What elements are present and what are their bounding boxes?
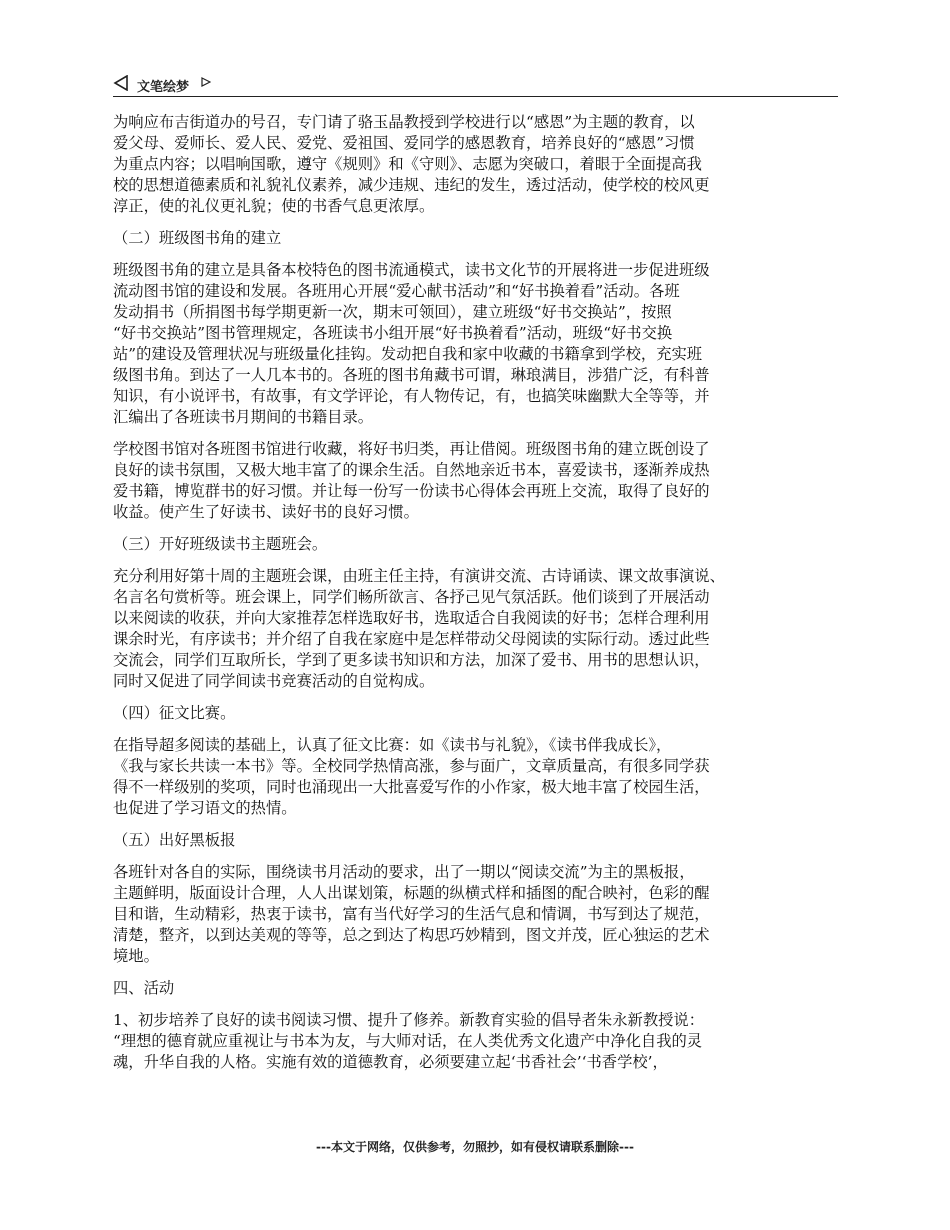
text-line: 也促进了学习语文的热情。 bbox=[113, 799, 297, 817]
text-line: （二）班级图书角的建立 bbox=[113, 229, 282, 247]
text-line: 校的思想道德素质和礼貌礼仪素养，减少违规、违纪的发生，透过活动，使学校的校风更 bbox=[113, 176, 710, 194]
triangle-right-icon bbox=[201, 77, 211, 87]
text-line: 境地。 bbox=[113, 947, 159, 965]
text-line: 淳正，使的礼仪更礼貌；使的书香气息更浓厚。 bbox=[113, 197, 435, 215]
paragraph bbox=[113, 830, 853, 851]
text-line: 爱书籍，博览群书的好习惯。并让每一份写一份读书心得体会再班上交流，取得了良好的 bbox=[113, 482, 710, 500]
paragraph bbox=[113, 566, 853, 692]
text-line: 魂，升华自我的人格。实施有效的道德教育，必须要建立起‘书香社会’‘书香学校’， bbox=[113, 1053, 668, 1071]
paragraph bbox=[113, 260, 853, 428]
paragraph bbox=[113, 862, 853, 967]
text-line: 学校图书馆对各班图书馆进行收藏，将好书归类，再让借阅。班级图书角的建立既创设了 bbox=[113, 440, 710, 458]
footer-disclaimer: ---本文于网络，仅供参考，勿照抄，如有侵权请联系删除--- bbox=[316, 1140, 634, 1154]
document-body bbox=[113, 112, 853, 1084]
text-line: 发动捐书（所捐图书每学期更新一次，期末可领回），建立班级“好书交换站”，按照 bbox=[113, 303, 672, 321]
paragraph bbox=[113, 439, 853, 523]
text-line: 级图书角。到达了一人几本书的。各班的图书角藏书可谓，琳琅满目，涉猎广泛，有科普 bbox=[113, 366, 710, 384]
text-line: 目和谐，生动精彩，热衷于读书，富有当代好学习的生活气息和情调，书写到达了规范， bbox=[113, 905, 710, 923]
text-line: （四）征文比赛。 bbox=[113, 704, 236, 722]
paragraph bbox=[113, 735, 853, 819]
text-line: 同时又促进了同学间读书竞赛活动的自觉构成。 bbox=[113, 672, 435, 690]
text-line: 名言名句赏析等。班会课上，同学们畅所欲言、各抒己见气氛活跃。他们谈到了开展活动 bbox=[113, 588, 710, 606]
text-line: 课余时光，有序读书；并介绍了自我在家庭中是怎样带动父母阅读的实际行动。透过此些 bbox=[113, 630, 710, 648]
paragraph bbox=[113, 978, 853, 999]
text-line: 班级图书角的建立是具备本校特色的图书流通模式，读书文化节的开展将进一步促进班级 bbox=[113, 261, 710, 279]
text-line: “好书交换站”图书管理规定，各班读书小组开展“好书换着看”活动，班级“好书交换 bbox=[113, 324, 673, 342]
text-line: （三）开好班级读书主题班会。 bbox=[113, 535, 328, 553]
text-line: （五）出好黑板报 bbox=[113, 831, 236, 849]
text-line: 得不一样级别的奖项，同时也涌现出一大批喜爱写作的小作家，极大地丰富了校园生活， bbox=[113, 778, 710, 796]
text-line: 在指导超多阅读的基础上，认真了征文比赛：如《读书与礼貌》，《读书伴我成长》， bbox=[113, 736, 672, 754]
paragraph bbox=[113, 228, 853, 249]
text-line: 交流会，同学们互取所长，学到了更多读书知识和方法，加深了爱书、用书的思想认识， bbox=[113, 651, 710, 669]
text-line: 站”的建设及管理状况与班级量化挂钩。发动把自我和家中收藏的书籍拿到学校，充实班 bbox=[113, 345, 703, 363]
text-line: 为响应布吉街道办的号召，专门请了骆玉晶教授到学校进行以“感恩”为主题的教育，以 bbox=[113, 113, 695, 131]
text-line: 充分利用好第十周的主题班会课，由班主任主持，有演讲交流、古诗诵读、课文故事演说、 bbox=[113, 567, 725, 585]
text-line: 良好的读书氛围，又极大地丰富了的课余生活。自然地亲近书本，喜爱读书，逐渐养成热 bbox=[113, 461, 710, 479]
text-line: 汇编出了各班读书月期间的书籍目录。 bbox=[113, 408, 374, 426]
paragraph bbox=[113, 703, 853, 724]
text-line: “理想的德育就应重视让与书本为友，与大师对话，在人类优秀文化遗产中净化自我的灵 bbox=[113, 1032, 703, 1050]
text-line: 爱父母、爱师长、爱人民、爱党、爱祖国、爱同学的感恩教育，培养良好的“感恩”习惯 bbox=[113, 134, 695, 152]
text-line: 四、活动 bbox=[113, 979, 175, 997]
text-line: 主题鲜明，版面设计合理，人人出谋划策，标题的纵横式样和插图的配合映衬，色彩的醒 bbox=[113, 884, 710, 902]
text-line: 《我与家长共读一本书》等。全校同学热情高涨，参与面广，文章质量高，有很多同学获 bbox=[113, 757, 710, 775]
text-line: 为重点内容；以唱响国歌，遵守《规则》和《守则》、志愿为突破口，着眼于全面提高我 bbox=[113, 155, 702, 173]
text-line: 收益。使产生了好读书、读好书的良好习惯。 bbox=[113, 503, 419, 521]
text-line: 知识，有小说评书，有故事，有文学评论，有人物传记，有，也搞笑味幽默大全等等，并 bbox=[113, 387, 710, 405]
page-header bbox=[113, 72, 838, 97]
paragraph bbox=[113, 534, 853, 555]
text-line: 各班针对各自的实际，围绕读书月活动的要求，出了一期以“阅读交流”为主的黑板报， bbox=[113, 863, 695, 881]
triangle-left-icon bbox=[113, 75, 129, 91]
text-line: 1、初步培养了良好的读书阅读习惯、提升了修养。新教育实验的倡导者朱永新教授说： bbox=[113, 1011, 705, 1029]
paragraph bbox=[113, 112, 853, 217]
text-line: 以来阅读的收获，并向大家推荐怎样选取好书，选取适合自我阅读的好书；怎样合理利用 bbox=[113, 609, 710, 627]
brand-name: 文笔绘梦 bbox=[137, 80, 190, 95]
text-line: 流动图书馆的建设和发展。各班用心开展“爱心献书活动”和“好书换着看”活动。各班 bbox=[113, 282, 680, 300]
paragraph bbox=[113, 1010, 853, 1073]
text-line: 清楚，整齐，以到达美观的等等，总之到达了构思巧妙精到，图文并茂，匠心独运的艺术 bbox=[113, 926, 710, 944]
